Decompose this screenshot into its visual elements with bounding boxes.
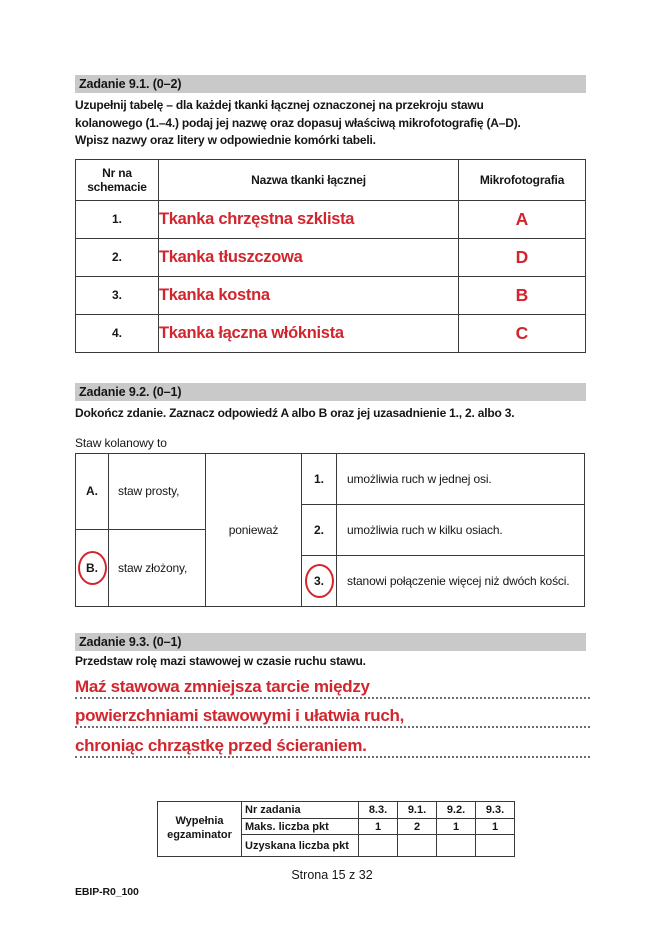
obtained-points-cell[interactable] [397, 835, 436, 856]
max-points-row [242, 818, 514, 834]
page-number: Strona 15 z 32 [291, 868, 373, 882]
option-a-text[interactable]: staw prosty, [109, 454, 205, 531]
task-9-3-header: Zadanie 9.3. (0–1) [75, 633, 586, 651]
examiner-score-box [157, 801, 515, 857]
col-header-name: Nazwa tkanki łącznej [159, 159, 459, 200]
answer-line[interactable] [75, 669, 590, 699]
row-number: 4. [76, 314, 159, 352]
max-points: 1 [475, 819, 514, 834]
option-letter-column [76, 454, 108, 606]
obtained-points-cell[interactable] [436, 835, 475, 856]
reason-2-number-cell[interactable] [302, 505, 336, 556]
tissue-name-answer[interactable]: Tkanka kostna [159, 276, 459, 314]
option-text-column [108, 454, 205, 606]
option-letter: A. [86, 484, 98, 499]
option-b-text[interactable]: staw złożony, [118, 560, 188, 575]
table-row [76, 238, 586, 276]
selected-option-circle [78, 551, 107, 585]
task-number: 9.3. [475, 802, 514, 818]
row-label: Maks. liczba pkt [245, 820, 329, 833]
reason-number-column [301, 454, 336, 606]
reason-text-column [336, 454, 584, 606]
tissue-name-answer[interactable]: Tkanka tłuszczowa [159, 238, 459, 276]
examiner-label: Wypełnia egzaminator [158, 802, 242, 856]
task-9-2-header: Zadanie 9.2. (0–1) [75, 383, 586, 401]
max-points: 1 [358, 819, 397, 834]
connector-cell: ponieważ [205, 454, 301, 606]
reason-1-text[interactable]: umożliwia ruch w jednej osi. [337, 454, 584, 505]
answer-line[interactable] [75, 728, 590, 758]
choice-table [75, 453, 585, 607]
tissue-table [75, 159, 586, 353]
table-row [76, 314, 586, 352]
obtained-points-cell[interactable] [475, 835, 514, 856]
task-9-2-stem: Staw kolanowy to [75, 435, 167, 450]
row-label: Nr zadania [245, 804, 301, 816]
form-code: EBIP-R0_100 [75, 886, 139, 898]
max-points: 1 [436, 819, 475, 834]
table-row [76, 200, 586, 238]
task-9-3-section [75, 633, 590, 758]
reason-number: 2. [313, 522, 324, 537]
handwritten-answer: chroniąc chrząstkę przed ścieraniem. [75, 735, 367, 755]
instruction-line: kolanowego (1.–4.) podaj jej nazwę oraz dopasuj właściwą mikrofotografię (A–D). [75, 115, 521, 130]
row-number: 2. [76, 238, 159, 276]
reason-1-number-cell[interactable] [302, 454, 336, 505]
task-9-1-header: Zadanie 9.1. (0–2) [75, 75, 586, 93]
photo-letter-answer[interactable]: D [459, 238, 586, 276]
reason-2-text[interactable]: umożliwia ruch w kilku osiach. [337, 505, 584, 556]
row-number: 3. [76, 276, 159, 314]
instruction-line: Uzupełnij tabelę – dla każdej tkanki łącznej oznaczonej na przekroju stawu [75, 98, 484, 112]
task-number: 9.1. [397, 802, 436, 818]
row-label: Uzyskana liczba pkt [245, 839, 349, 852]
handwritten-answer: Maź stawowa zmniejsza tarcie między [75, 676, 370, 696]
row-number: 1. [76, 200, 159, 238]
task-9-3-instruction: Przedstaw rolę mazi stawowej w czasie ruchu stawu. [75, 654, 366, 668]
photo-letter-answer[interactable]: C [459, 314, 586, 352]
option-b-letter-cell[interactable] [76, 530, 108, 606]
examiner-score-grid [242, 802, 514, 856]
photo-letter-answer[interactable]: A [459, 200, 586, 238]
reason-3-text[interactable]: stanowi połączenie więcej niż dwóch kości. [347, 573, 570, 588]
answer-line[interactable] [75, 699, 590, 729]
reason-number: 3. [313, 573, 324, 588]
table-row [76, 276, 586, 314]
task-9-1-instruction [75, 97, 586, 150]
answer-area [75, 669, 590, 758]
option-letter: B. [86, 560, 98, 575]
tissue-table-header-row [76, 159, 586, 200]
task-number-row [242, 802, 514, 818]
option-a-letter-cell[interactable] [76, 454, 108, 531]
col-header-nr: Nr na schemacie [76, 159, 159, 200]
instruction-line: Wpisz nazwy oraz litery w odpowiednie komórki tabeli. [75, 133, 376, 147]
tissue-name-answer[interactable]: Tkanka chrzęstna szklista [159, 200, 459, 238]
reason-number: 1. [313, 471, 324, 486]
tissue-name-answer[interactable]: Tkanka łączna włóknista [159, 314, 459, 352]
col-header-photo: Mikrofotografia [459, 159, 586, 200]
task-number: 9.2. [436, 802, 475, 818]
max-points: 2 [397, 819, 436, 834]
task-9-2-instruction: Dokończ zdanie. Zaznacz odpowiedź A albo B oraz jej uzasadnienie 1., 2. albo 3. [75, 406, 515, 420]
task-9-1-section [75, 75, 586, 353]
reason-3-number-cell[interactable] [302, 556, 336, 606]
obtained-points-cell[interactable] [358, 835, 397, 856]
task-9-2-section [75, 383, 586, 607]
obtained-points-row [242, 834, 514, 856]
selected-reason-circle [305, 564, 334, 598]
photo-letter-answer[interactable]: B [459, 276, 586, 314]
task-number: 8.3. [358, 802, 397, 818]
handwritten-answer: powierzchniami stawowymi i ułatwia ruch, [75, 706, 405, 725]
